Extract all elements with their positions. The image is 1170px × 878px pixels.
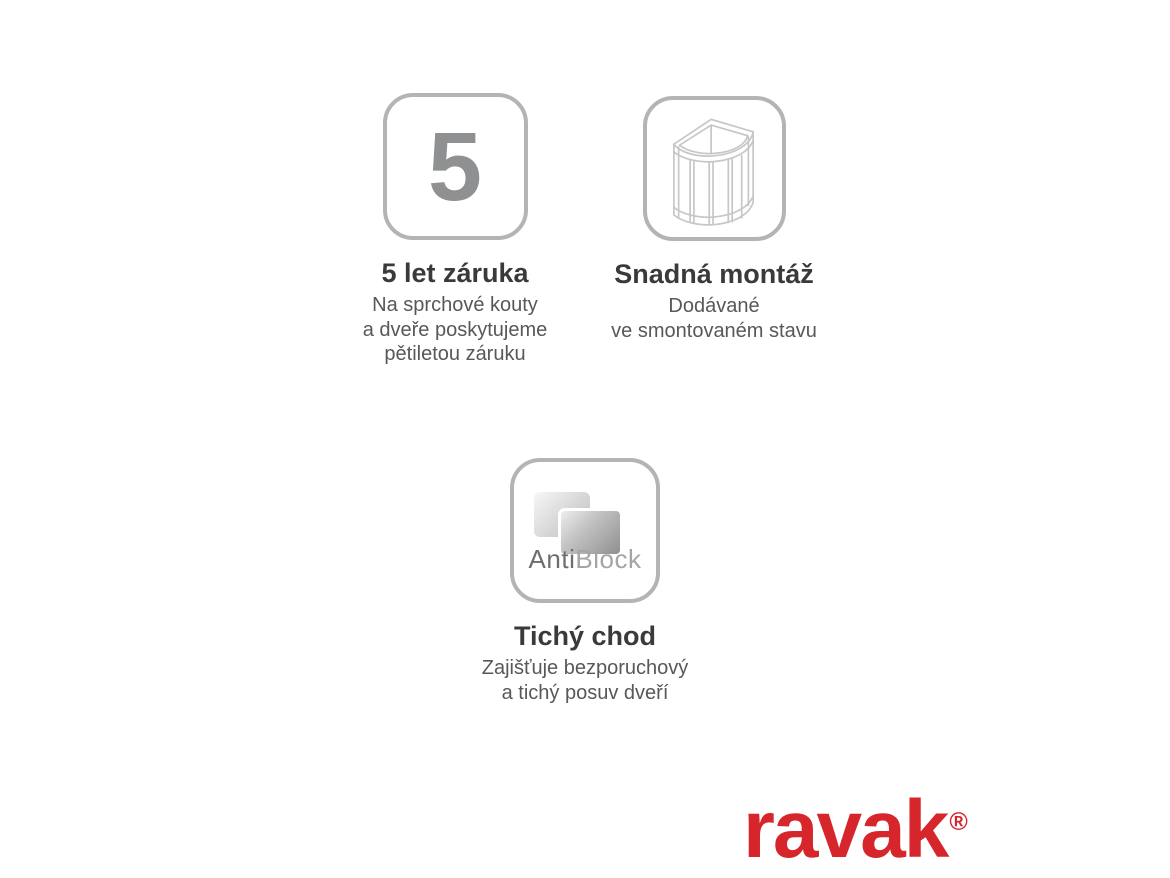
warranty-badge (383, 93, 528, 240)
number-5-icon: 5 (428, 112, 482, 221)
antiblock-label-anti: Anti (528, 544, 576, 574)
subtitle-line: ve smontovaném stavu (611, 319, 817, 342)
subtitle-line: a dveře poskytujeme (362, 318, 548, 341)
subtitle-line: pětiletou záruku (384, 343, 526, 365)
subtitle-line: Dodávané (668, 295, 760, 317)
ravak-logo (743, 784, 968, 875)
feature-subtitle-assembly (554, 294, 874, 343)
assembly-badge (643, 96, 786, 241)
shower-enclosure-icon (666, 106, 762, 234)
feature-title-warranty: 5 let záruka (381, 258, 529, 288)
subtitle-line: Zajišťuje bezporuchový (481, 657, 689, 679)
feature-card-quiet-operation (415, 458, 755, 705)
subtitle-line: Na sprchové kouty (372, 294, 538, 316)
antiblock-badge (510, 458, 660, 603)
feature-card-assembly (554, 96, 874, 343)
feature-title-quiet: Tichý chod (513, 621, 657, 651)
ravak-logo-text: ravak (743, 784, 948, 875)
antiblock-label-block: Block (575, 544, 642, 574)
antiblock-wordmark (514, 544, 656, 575)
subtitle-line: a tichý posuv dveří (501, 681, 669, 704)
feature-subtitle-quiet (415, 656, 755, 705)
feature-title-assembly: Snadná montáž (614, 259, 814, 289)
registered-trademark-icon: ® (949, 808, 968, 836)
